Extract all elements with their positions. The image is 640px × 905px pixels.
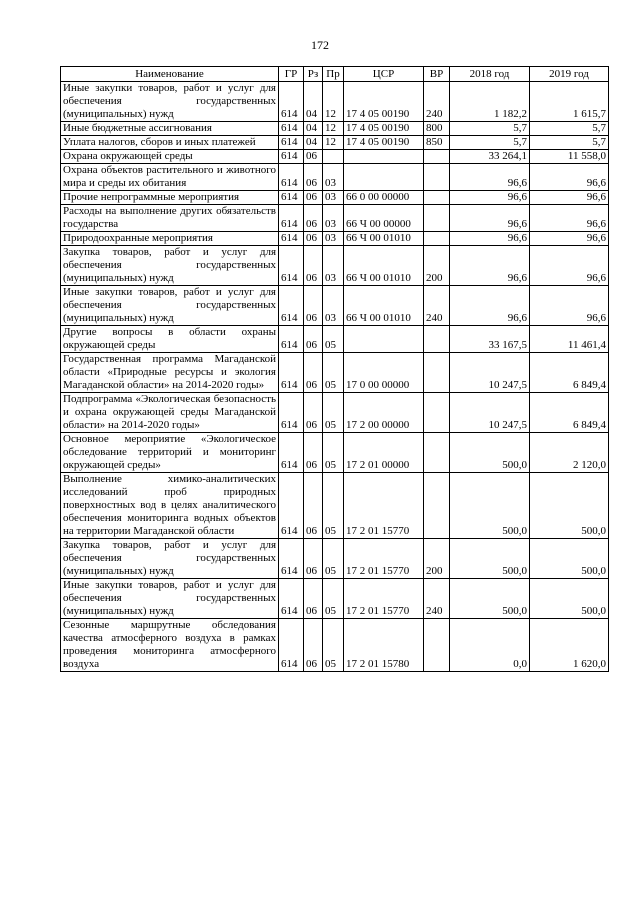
cell-gr: 614 — [279, 82, 304, 122]
cell-gr: 614 — [279, 205, 304, 232]
cell-y2019: 96,6 — [530, 246, 609, 286]
cell-csr: 17 4 05 00190 — [344, 82, 424, 122]
cell-y2018: 96,6 — [450, 246, 530, 286]
cell-pr: 03 — [323, 286, 344, 326]
cell-y2018: 96,6 — [450, 232, 530, 246]
cell-pr: 05 — [323, 579, 344, 619]
header-pr: Пр — [323, 67, 344, 82]
cell-csr: 17 2 01 15770 — [344, 539, 424, 579]
cell-vr: 240 — [424, 82, 450, 122]
cell-rz: 04 — [304, 82, 323, 122]
cell-y2019: 500,0 — [530, 579, 609, 619]
table-row — [61, 136, 609, 150]
table-row — [61, 619, 609, 672]
cell-vr: 240 — [424, 579, 450, 619]
cell-pr: 05 — [323, 393, 344, 433]
cell-y2018: 96,6 — [450, 191, 530, 205]
table-row — [61, 286, 609, 326]
cell-vr — [424, 619, 450, 672]
cell-gr: 614 — [279, 122, 304, 136]
cell-csr: 17 0 00 00000 — [344, 353, 424, 393]
table-row — [61, 122, 609, 136]
cell-pr: 05 — [323, 619, 344, 672]
cell-csr: 66 Ч 00 00000 — [344, 205, 424, 232]
cell-vr: 240 — [424, 286, 450, 326]
cell-y2018: 5,7 — [450, 136, 530, 150]
cell-csr: 66 Ч 00 01010 — [344, 232, 424, 246]
cell-rz: 06 — [304, 191, 323, 205]
cell-name: Природоохранные мероприятия — [61, 232, 279, 246]
cell-vr — [424, 232, 450, 246]
cell-csr: 17 2 01 15770 — [344, 579, 424, 619]
cell-y2019: 11 558,0 — [530, 150, 609, 164]
cell-csr: 66 0 00 00000 — [344, 191, 424, 205]
table-row — [61, 164, 609, 191]
cell-rz: 06 — [304, 205, 323, 232]
cell-y2018: 500,0 — [450, 473, 530, 539]
page-number: 172 — [311, 38, 329, 52]
cell-rz: 06 — [304, 326, 323, 353]
cell-y2019: 5,7 — [530, 136, 609, 150]
cell-y2019: 5,7 — [530, 122, 609, 136]
table-row — [61, 579, 609, 619]
cell-y2018: 96,6 — [450, 286, 530, 326]
cell-pr: 03 — [323, 164, 344, 191]
cell-name: Сезонные маршрутные обследования качества атмосферного воздуха в рамках проведения мониторинга атмосферного воздуха — [61, 619, 279, 672]
cell-rz: 06 — [304, 286, 323, 326]
cell-rz: 06 — [304, 579, 323, 619]
cell-pr: 12 — [323, 136, 344, 150]
cell-csr: 17 2 01 15780 — [344, 619, 424, 672]
header-rz: Рз — [304, 67, 323, 82]
cell-y2018: 5,7 — [450, 122, 530, 136]
cell-rz: 06 — [304, 150, 323, 164]
header-gr: ГР — [279, 67, 304, 82]
cell-rz: 06 — [304, 619, 323, 672]
cell-name: Основное мероприятие «Экологическое обследование территорий и мониторинг окружающей среды» — [61, 433, 279, 473]
cell-gr: 614 — [279, 393, 304, 433]
cell-pr: 03 — [323, 232, 344, 246]
cell-rz: 06 — [304, 164, 323, 191]
cell-name: Прочие непрограммные мероприятия — [61, 191, 279, 205]
table-row — [61, 539, 609, 579]
cell-name: Иные закупки товаров, работ и услуг для обеспечения государственных (муниципальных) нужд — [61, 579, 279, 619]
table-row — [61, 326, 609, 353]
cell-vr: 200 — [424, 539, 450, 579]
cell-csr: 17 2 00 00000 — [344, 393, 424, 433]
cell-name: Закупка товаров, работ и услуг для обеспечения государственных (муниципальных) нужд — [61, 246, 279, 286]
cell-y2019: 96,6 — [530, 286, 609, 326]
cell-name: Иные закупки товаров, работ и услуг для обеспечения государственных (муниципальных) нужд — [61, 286, 279, 326]
cell-csr — [344, 164, 424, 191]
table-row — [61, 353, 609, 393]
cell-rz: 06 — [304, 353, 323, 393]
cell-name: Охрана окружающей среды — [61, 150, 279, 164]
header-2019: 2019 год — [530, 67, 609, 82]
cell-gr: 614 — [279, 164, 304, 191]
table-row — [61, 205, 609, 232]
cell-gr: 614 — [279, 579, 304, 619]
cell-csr: 66 Ч 00 01010 — [344, 286, 424, 326]
cell-vr — [424, 433, 450, 473]
cell-vr: 200 — [424, 246, 450, 286]
table-header-row — [61, 67, 609, 82]
cell-vr — [424, 473, 450, 539]
cell-y2019: 96,6 — [530, 232, 609, 246]
cell-csr — [344, 326, 424, 353]
table-row — [61, 232, 609, 246]
cell-rz: 06 — [304, 433, 323, 473]
header-csr: ЦСР — [344, 67, 424, 82]
cell-vr: 850 — [424, 136, 450, 150]
cell-vr — [424, 205, 450, 232]
cell-y2019: 1 620,0 — [530, 619, 609, 672]
cell-pr: 03 — [323, 205, 344, 232]
cell-vr — [424, 191, 450, 205]
cell-gr: 614 — [279, 326, 304, 353]
cell-y2018: 96,6 — [450, 205, 530, 232]
cell-y2018: 1 182,2 — [450, 82, 530, 122]
cell-name: Закупка товаров, работ и услуг для обеспечения государственных (муниципальных) нужд — [61, 539, 279, 579]
cell-y2018: 500,0 — [450, 539, 530, 579]
cell-y2018: 33 167,5 — [450, 326, 530, 353]
cell-rz: 06 — [304, 473, 323, 539]
cell-pr: 05 — [323, 353, 344, 393]
cell-name: Другие вопросы в области охраны окружающей среды — [61, 326, 279, 353]
cell-csr — [344, 150, 424, 164]
cell-pr: 12 — [323, 122, 344, 136]
header-name: Наименование — [61, 67, 279, 82]
cell-rz: 06 — [304, 539, 323, 579]
cell-vr — [424, 353, 450, 393]
cell-name: Иные закупки товаров, работ и услуг для обеспечения государственных (муниципальных) нужд — [61, 82, 279, 122]
cell-y2019: 2 120,0 — [530, 433, 609, 473]
cell-name: Охрана объектов растительного и животного мира и среды их обитания — [61, 164, 279, 191]
cell-y2018: 0,0 — [450, 619, 530, 672]
cell-gr: 614 — [279, 136, 304, 150]
cell-name: Государственная программа Магаданской области «Природные ресурсы и экология Магаданской области» на 2014-2020 годы» — [61, 353, 279, 393]
table-row — [61, 433, 609, 473]
cell-vr — [424, 326, 450, 353]
cell-rz: 04 — [304, 136, 323, 150]
cell-pr: 05 — [323, 539, 344, 579]
header-2018: 2018 год — [450, 67, 530, 82]
cell-y2019: 500,0 — [530, 473, 609, 539]
cell-rz: 06 — [304, 393, 323, 433]
cell-gr: 614 — [279, 286, 304, 326]
cell-y2019: 500,0 — [530, 539, 609, 579]
cell-gr: 614 — [279, 619, 304, 672]
cell-vr: 800 — [424, 122, 450, 136]
cell-y2019: 6 849,4 — [530, 393, 609, 433]
cell-y2019: 96,6 — [530, 191, 609, 205]
cell-pr: 05 — [323, 326, 344, 353]
cell-pr — [323, 150, 344, 164]
table-row — [61, 191, 609, 205]
cell-pr: 05 — [323, 473, 344, 539]
cell-gr: 614 — [279, 232, 304, 246]
cell-csr: 17 2 01 15770 — [344, 473, 424, 539]
cell-gr: 614 — [279, 191, 304, 205]
cell-gr: 614 — [279, 150, 304, 164]
cell-rz: 06 — [304, 246, 323, 286]
cell-gr: 614 — [279, 473, 304, 539]
cell-y2019: 6 849,4 — [530, 353, 609, 393]
cell-name: Расходы на выполнение других обязательств государства — [61, 205, 279, 232]
cell-pr: 12 — [323, 82, 344, 122]
budget-table — [60, 66, 609, 672]
header-vr: ВР — [424, 67, 450, 82]
cell-vr — [424, 164, 450, 191]
cell-name: Подпрограмма «Экологическая безопасность и охрана окружающей среды Магаданской области» на 2014-2020 годы» — [61, 393, 279, 433]
cell-name: Уплата налогов, сборов и иных платежей — [61, 136, 279, 150]
cell-y2019: 96,6 — [530, 205, 609, 232]
table-row — [61, 246, 609, 286]
cell-y2019: 11 461,4 — [530, 326, 609, 353]
cell-gr: 614 — [279, 433, 304, 473]
cell-pr: 03 — [323, 191, 344, 205]
cell-name: Выполнение химико-аналитических исследований проб природных поверхностных вод в целях аналитического обеспечения мониторинга водных объектов на территории Магаданской области — [61, 473, 279, 539]
cell-csr: 17 4 05 00190 — [344, 136, 424, 150]
cell-y2018: 10 247,5 — [450, 393, 530, 433]
cell-pr: 05 — [323, 433, 344, 473]
cell-vr — [424, 150, 450, 164]
table-row — [61, 150, 609, 164]
cell-gr: 614 — [279, 539, 304, 579]
cell-y2019: 96,6 — [530, 164, 609, 191]
cell-csr: 66 Ч 00 01010 — [344, 246, 424, 286]
cell-name: Иные бюджетные ассигнования — [61, 122, 279, 136]
cell-y2018: 96,6 — [450, 164, 530, 191]
cell-vr — [424, 393, 450, 433]
cell-y2018: 33 264,1 — [450, 150, 530, 164]
cell-gr: 614 — [279, 353, 304, 393]
table-row — [61, 393, 609, 433]
cell-rz: 04 — [304, 122, 323, 136]
cell-y2018: 10 247,5 — [450, 353, 530, 393]
table-row — [61, 473, 609, 539]
cell-pr: 03 — [323, 246, 344, 286]
cell-y2018: 500,0 — [450, 433, 530, 473]
cell-rz: 06 — [304, 232, 323, 246]
table-body — [61, 82, 609, 672]
cell-csr: 17 2 01 00000 — [344, 433, 424, 473]
cell-y2018: 500,0 — [450, 579, 530, 619]
cell-csr: 17 4 05 00190 — [344, 122, 424, 136]
cell-y2019: 1 615,7 — [530, 82, 609, 122]
table-row — [61, 82, 609, 122]
cell-gr: 614 — [279, 246, 304, 286]
